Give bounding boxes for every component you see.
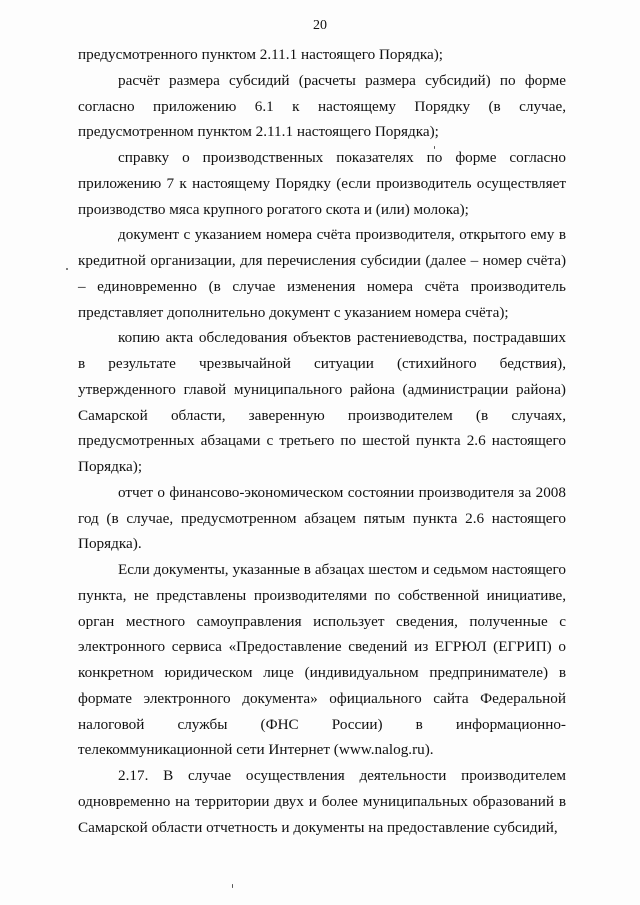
paragraph-1: предусмотренного пунктом 2.11.1 настоящего Порядка); bbox=[78, 46, 444, 63]
paragraph-6: отчет о финансово-экономическом состоянии производителя за 2008 год (в случае, предусмотренном абзацем пятым пункта 2.6 настоящего Порядка). bbox=[78, 483, 566, 553]
paragraph-5: копию акта обследования объектов растениеводства, пострадавших в результате чрезвычайной ситуации (стихийного бедствия), утвержденного главой муниципального района (администрации района) Самарской области, заверенную производителем (в случаях, предусмотренных абзацами с третьего по шестой пункта 2.6 настоящего Порядка); bbox=[78, 329, 566, 475]
paragraph-4: документ с указанием номера счёта производителя, открытого ему в кредитной организации, для перечисления субсидии (далее – номер счёта) – единовременно (в случае изменения номера счёта производитель представляет дополнительно документ с указанием номера счёта); bbox=[78, 226, 566, 321]
scan-speck bbox=[66, 268, 68, 270]
paragraph-2: расчёт размера субсидий (расчеты размера субсидий) по форме согласно приложению 6.1 к настоящему Порядку (в случае, предусмотренном пунктом 2.11.1 настоящего Порядка); bbox=[78, 71, 566, 141]
page-number: 20 bbox=[313, 18, 327, 33]
paragraph-7: Если документы, указанные в абзацах шестом и седьмом настоящего пункта, не представлены производителями по собственной инициативе, орган местного самоуправления использует сведения, полученные с электронного сервиса «Предоставление сведений из ЕГРЮЛ (ЕГРИП) о конкретном юридическом лице (индивидуальном предпринимателе) в формате электронного документа» официального сайта Федеральной налоговой службы (ФНС России) в информационно-телекоммуникационной сети Интернет (www.nalog.ru). bbox=[78, 561, 566, 759]
paragraph-3: справку о производственных показателях по форме согласно приложению 7 к настоящему Порядку (если производитель осуществляет производство мяса крупного рогатого скота и (или) молока); bbox=[78, 149, 566, 218]
scan-speck bbox=[434, 146, 435, 149]
paragraph-8: 2.17. В случае осуществления деятельности производителем одновременно на территории двух и более муниципальных образований в Самарской области отчетность и документы на предоставление субсидий, bbox=[78, 767, 566, 836]
scan-speck bbox=[232, 884, 233, 888]
document-body bbox=[78, 42, 566, 840]
